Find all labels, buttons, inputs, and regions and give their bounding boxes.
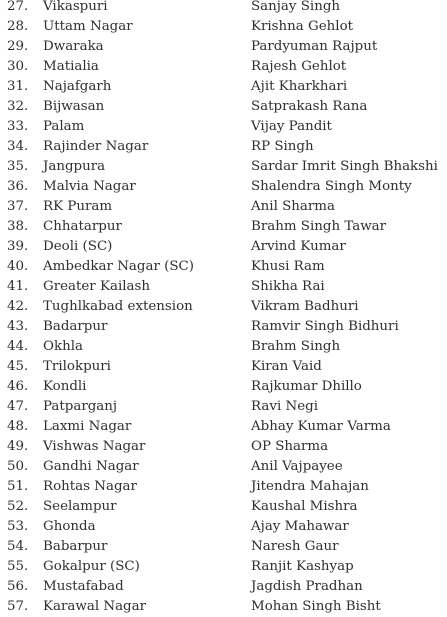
constituency-name: Karawal Nagar: [43, 599, 147, 614]
row-number: 56.: [7, 579, 29, 594]
candidate-name: Mohan Singh Bisht: [251, 599, 381, 614]
constituency-name: Rohtas Nagar: [43, 479, 137, 494]
row-number: 32.: [7, 99, 29, 114]
candidate-name: Abhay Kumar Varma: [251, 419, 391, 434]
candidate-name: Ravi Negi: [251, 399, 318, 414]
constituency-name: Patparganj: [43, 399, 118, 414]
constituency-name: RK Puram: [43, 199, 113, 214]
candidate-name: OP Sharma: [251, 439, 329, 454]
constituency-name: Okhla: [43, 339, 83, 354]
constituency-name: Rajinder Nagar: [43, 139, 149, 154]
list-item: [0, 437, 447, 457]
constituency-name: Trilokpuri: [43, 359, 111, 374]
row-number: 44.: [7, 339, 29, 354]
row-number: 38.: [7, 219, 29, 234]
constituency-name: Bijwasan: [43, 99, 105, 114]
row-number: 39.: [7, 239, 29, 254]
candidate-name: Khusi Ram: [251, 259, 325, 274]
candidate-name: Krishna Gehlot: [251, 19, 354, 34]
list-item: [0, 297, 447, 317]
list-item: [0, 157, 447, 177]
constituency-name: Babarpur: [43, 539, 108, 554]
row-number: 41.: [7, 279, 29, 294]
candidate-name: Kiran Vaid: [251, 359, 322, 374]
constituency-name: Malvia Nagar: [43, 179, 136, 194]
row-number: 43.: [7, 319, 29, 334]
list-item: [0, 57, 447, 77]
row-number: 27.: [7, 0, 29, 14]
row-number: 42.: [7, 299, 29, 314]
constituency-name: Kondli: [43, 379, 87, 394]
constituency-name: Dwaraka: [43, 39, 104, 54]
constituency-name: Greater Kailash: [43, 279, 151, 294]
row-number: 52.: [7, 499, 29, 514]
candidate-name: Ramvir Singh Bidhuri: [251, 319, 399, 334]
list-item: [0, 77, 447, 97]
constituency-name: Vikaspuri: [43, 0, 108, 14]
candidate-name: Naresh Gaur: [251, 539, 339, 554]
constituency-name: Deoli (SC): [43, 239, 113, 254]
candidate-name: Vijay Pandit: [251, 119, 332, 134]
constituency-name: Ghonda: [43, 519, 96, 534]
list-item: [0, 397, 447, 417]
constituency-name: Najafgarh: [43, 79, 112, 94]
candidate-name: Ranjit Kashyap: [251, 559, 354, 574]
constituency-name: Jangpura: [43, 159, 106, 174]
row-number: 30.: [7, 59, 29, 74]
list-item: [0, 197, 447, 217]
row-number: 33.: [7, 119, 29, 134]
list-item: [0, 477, 447, 497]
constituency-name: Palam: [43, 119, 85, 134]
list-item: [0, 237, 447, 257]
constituency-name: Uttam Nagar: [43, 19, 133, 34]
candidate-name: Jagdish Pradhan: [251, 579, 363, 594]
candidate-name: Brahm Singh: [251, 339, 341, 354]
list-item: [0, 257, 447, 277]
row-number: 57.: [7, 599, 29, 614]
candidate-name: Jitendra Mahajan: [251, 479, 369, 494]
row-number: 55.: [7, 559, 29, 574]
candidate-name: Sardar Imrit Singh Bhakshi: [251, 159, 438, 174]
row-number: 46.: [7, 379, 29, 394]
row-number: 36.: [7, 179, 29, 194]
candidate-name: Satprakash Rana: [251, 99, 368, 114]
candidate-name: Rajesh Gehlot: [251, 59, 347, 74]
candidate-name: RP Singh: [251, 139, 314, 154]
list-item: [0, 137, 447, 157]
row-number: 29.: [7, 39, 29, 54]
candidate-name: Rajkumar Dhillo: [251, 379, 362, 394]
list-item: [0, 597, 447, 617]
row-number: 48.: [7, 419, 29, 434]
row-number: 54.: [7, 539, 29, 554]
list-item: [0, 557, 447, 577]
list-item: [0, 17, 447, 37]
constituency-name: Chhatarpur: [43, 219, 122, 234]
list-item: [0, 97, 447, 117]
row-number: 51.: [7, 479, 29, 494]
row-number: 53.: [7, 519, 29, 534]
constituency-name: Gokalpur (SC): [43, 559, 140, 574]
list-item: [0, 0, 447, 17]
list-item: [0, 117, 447, 137]
list-item: [0, 317, 447, 337]
constituency-name: Tughlkabad extension: [43, 299, 193, 314]
list-item: [0, 217, 447, 237]
list-item: [0, 497, 447, 517]
list-item: [0, 337, 447, 357]
row-number: 35.: [7, 159, 29, 174]
candidate-name: Arvind Kumar: [251, 239, 346, 254]
candidate-name: Sanjay Singh: [251, 0, 341, 14]
candidate-name: Shalendra Singh Monty: [251, 179, 412, 194]
row-number: 50.: [7, 459, 29, 474]
row-number: 28.: [7, 19, 29, 34]
candidate-name: Vikram Badhuri: [251, 299, 359, 314]
list-item: [0, 357, 447, 377]
row-number: 47.: [7, 399, 29, 414]
constituency-name: Seelampur: [43, 499, 117, 514]
list-item: [0, 177, 447, 197]
row-number: 45.: [7, 359, 29, 374]
constituency-name: Vishwas Nagar: [43, 439, 146, 454]
candidate-name: Anil Vajpayee: [251, 459, 343, 474]
row-number: 49.: [7, 439, 29, 454]
constituency-name: Gandhi Nagar: [43, 459, 139, 474]
list-item: [0, 417, 447, 437]
constituency-name: Matialia: [43, 59, 99, 74]
list-item: [0, 577, 447, 597]
candidate-name: Shikha Rai: [251, 279, 325, 294]
row-number: 40.: [7, 259, 29, 274]
list-item: [0, 377, 447, 397]
row-number: 37.: [7, 199, 29, 214]
list-item: [0, 457, 447, 477]
candidate-name: Anil Sharma: [251, 199, 335, 214]
constituency-name: Mustafabad: [43, 579, 124, 594]
constituency-name: Laxmi Nagar: [43, 419, 132, 434]
row-number: 34.: [7, 139, 29, 154]
candidate-name: Brahm Singh Tawar: [251, 219, 387, 234]
constituency-name: Badarpur: [43, 319, 108, 334]
constituency-name: Ambedkar Nagar (SC): [43, 259, 194, 274]
list-item: [0, 37, 447, 57]
candidate-name: Ajit Kharkhari: [251, 79, 348, 94]
candidate-name: Pardyuman Rajput: [251, 39, 378, 54]
list-item: [0, 517, 447, 537]
list-item: [0, 277, 447, 297]
candidate-name: Kaushal Mishra: [251, 499, 358, 514]
candidate-name: Ajay Mahawar: [251, 519, 349, 534]
row-number: 31.: [7, 79, 29, 94]
list-item: [0, 537, 447, 557]
